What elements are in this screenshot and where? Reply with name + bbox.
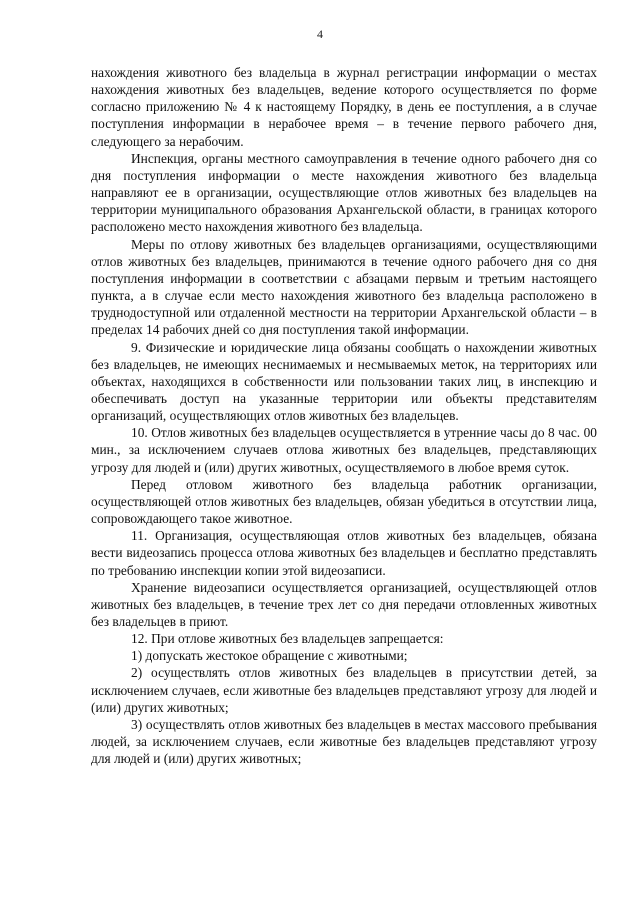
paragraph: Меры по отлову животных без владельцев организациями, осуществляющими отлов животных без владельцев, принимаются в течение одного рабочего дня со дня поступления информации в соответствии с абзацами первым и третьим настоящего пункта, а в случае если место нахождения животного без владельца расположено в труднодоступной или отдаленной местности на территории Архангельской области – в пределах 14 рабочих дней со дня поступления такой информации. xyxy=(91,236,597,338)
paragraph: Хранение видеозаписи осуществляется организацией, осуществляющей отлов животных без владельцев, в течение трех лет со дня передачи отловленных животных без владельцев в приют. xyxy=(91,579,597,629)
paragraph: Перед отловом животного без владельца работник организации, осуществляющей отлов животных без владельцев, обязан убедиться в отсутствии лица, сопровождающего такое животное. xyxy=(91,476,597,527)
paragraph-item-11: 11. Организация, осуществляющая отлов животных без владельцев, обязана вести видеозапись процесса отлова животных без владельцев и бесплатно представлять по требованию инспекции копии этой видеозаписи. xyxy=(91,528,597,578)
paragraph: Инспекция, органы местного самоуправления в течение одного рабочего дня со дня поступления информации о месте нахождения животного без владельца направляют ее в организации, осуществляющие отлов животных без владельцев на территории муниципального образования Архангельской области, в границах которого расположено место нахождения животного без владельца. xyxy=(91,150,597,235)
paragraph-item-10: 10. Отлов животных без владельцев осуществляется в утренние часы до 8 час. 00 мин., за исключением случаев отлова животных без владельцев, представляющих угрозу для людей и (или) других животных, осуществляемого в любое время суток. xyxy=(91,425,597,475)
page-number: 4 xyxy=(317,27,323,41)
paragraph-item-9: 9. Физические и юридические лица обязаны сообщать о нахождении животных без владельцев, не имеющих неснимаемых и несмываемых меток, на территориях или объектах, находящихся в собственности или пользовании таких лиц, в инспекцию и обеспечивать доступ на указанные территории или объекты представителям организаций, осуществляющих отлов животных без владельцев. xyxy=(91,339,597,424)
paragraph-continuation: нахождения животного без владельца в журнал регистрации информации о местах нахождения животных без владельцев, ведение которого осуществляется по форме согласно приложению № 4 к настоящему Порядку, в день ее поступления, а в случае поступления информации в нерабочее время – в течение первого рабочего дня, следующего за нерабочим. xyxy=(91,65,597,149)
document-body xyxy=(91,64,597,767)
list-item-2: 2) осуществлять отлов животных без владельцев в присутствии детей, за исключением случаев, если животные без владельцев представляют угрозу для людей и (или) других животных; xyxy=(91,665,597,715)
list-item-1: 1) допускать жестокое обращение с животными; xyxy=(131,648,408,664)
paragraph-item-12: 12. При отлове животных без владельцев запрещается: xyxy=(131,631,444,647)
list-item-3: 3) осуществлять отлов животных без владельцев в местах массового пребывания людей, за исключением случаев, если животные без владельцев представляют угрозу для людей и (или) других животных; xyxy=(91,716,597,767)
